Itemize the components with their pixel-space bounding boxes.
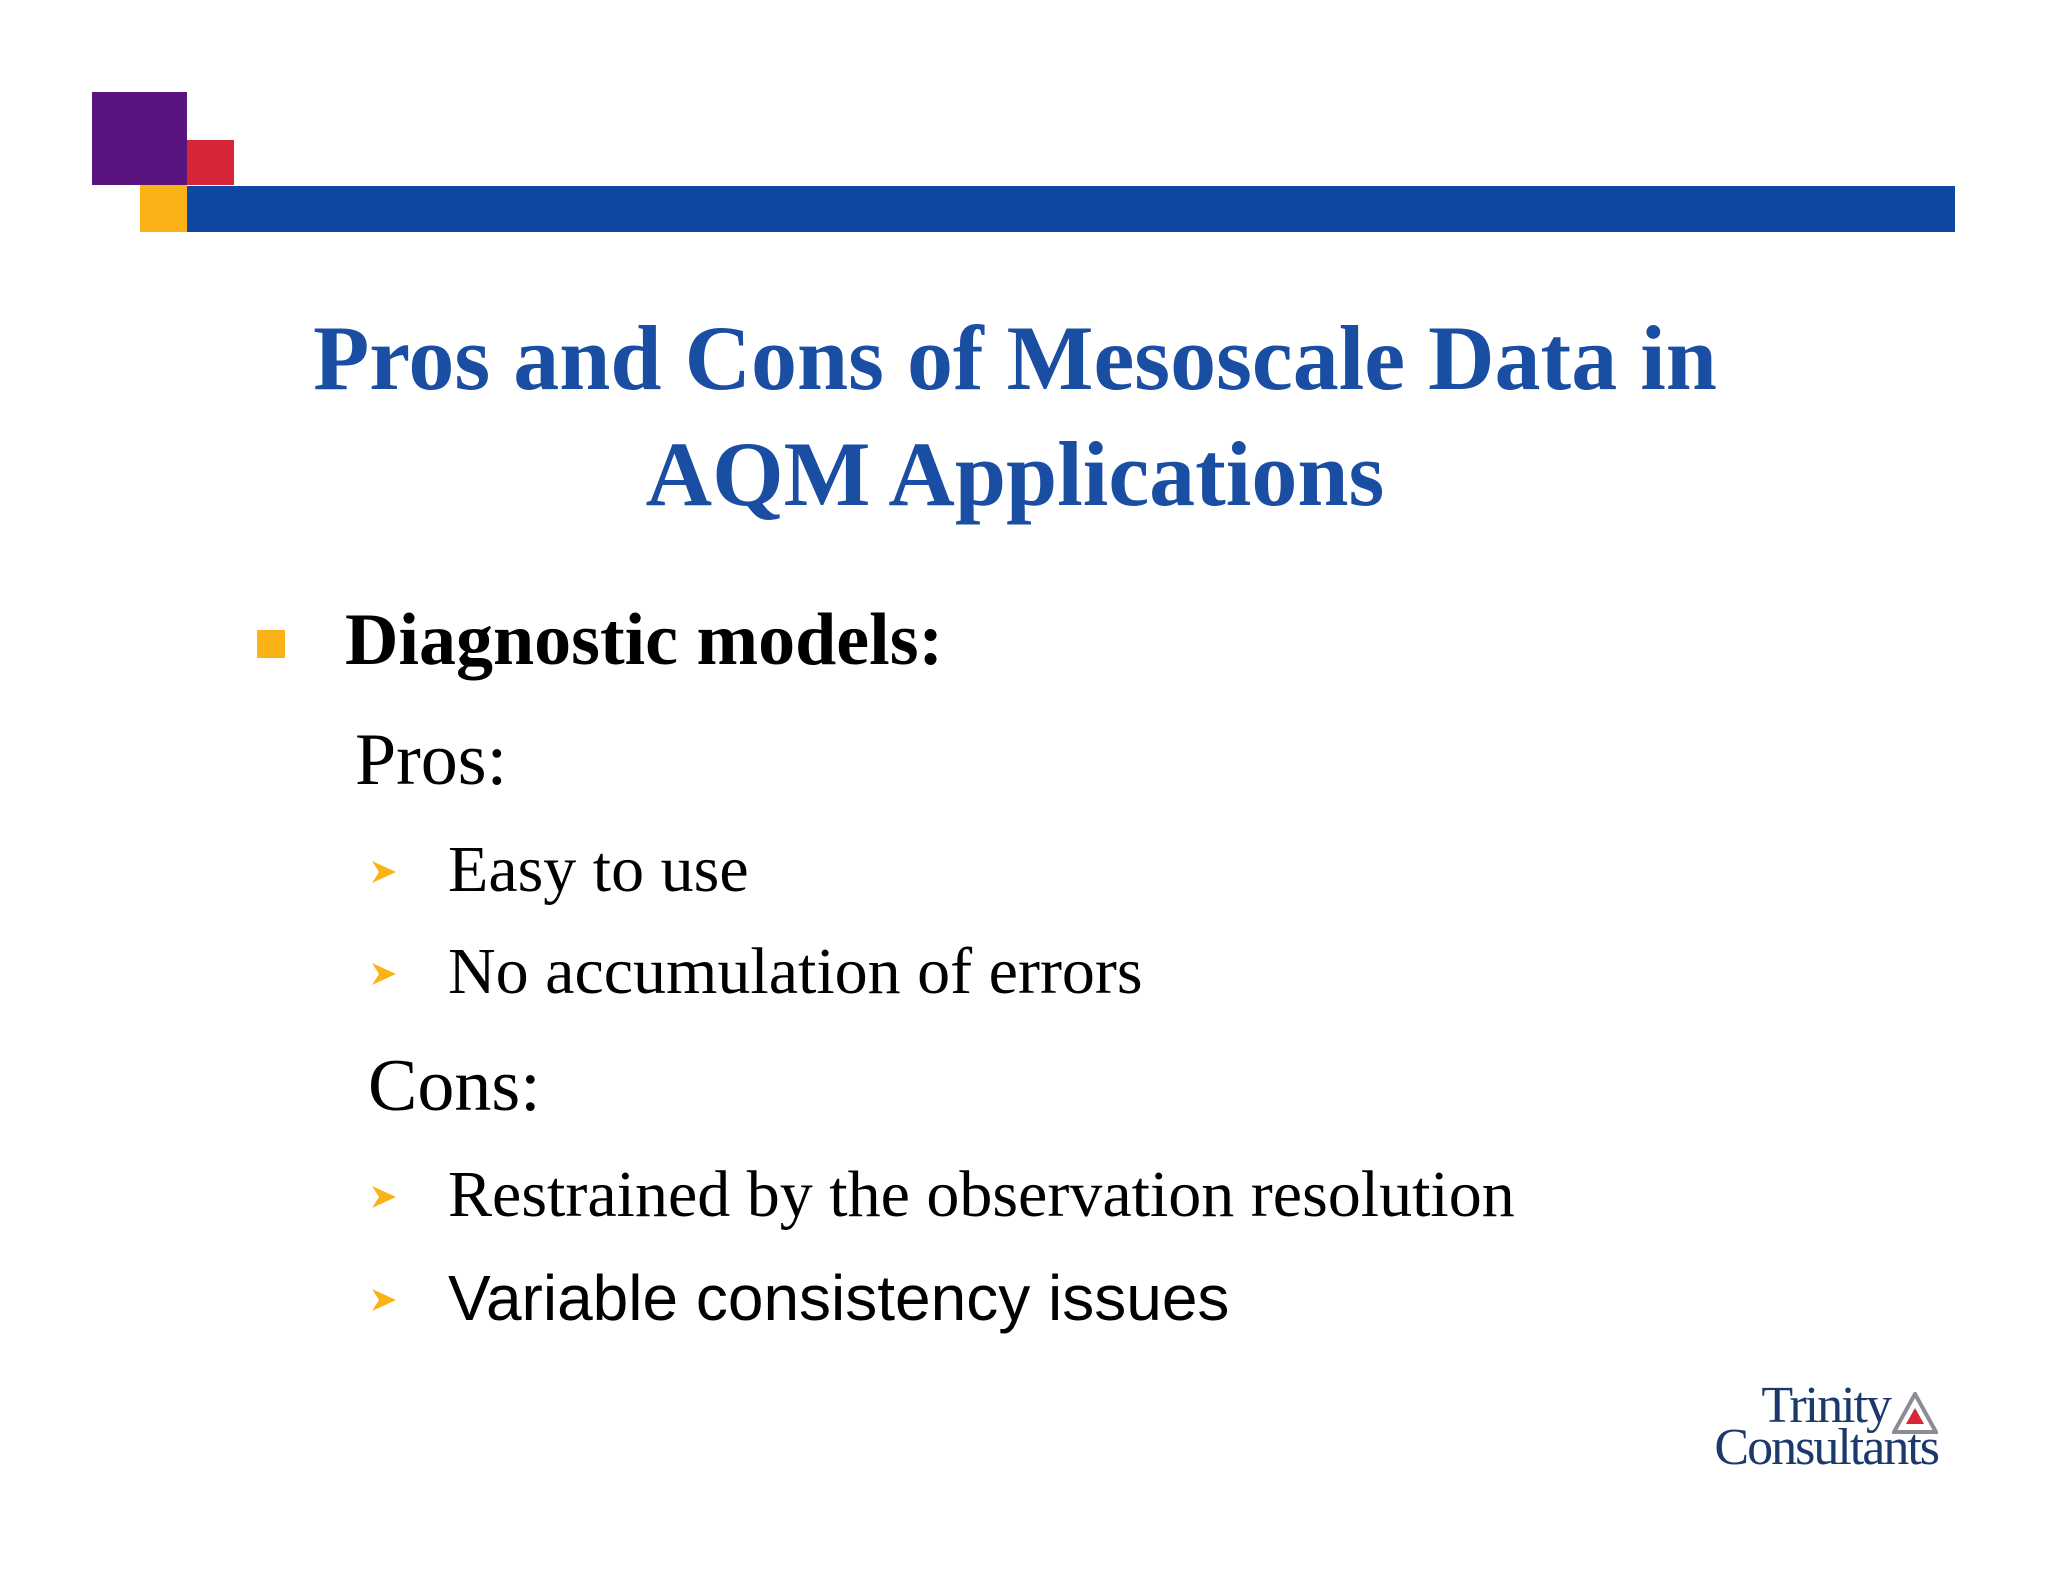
arrowhead-bullet-icon <box>370 858 398 886</box>
section-heading: Diagnostic models: <box>345 599 944 681</box>
slide-title-line-2: AQM Applications <box>645 423 1385 525</box>
decor-red-square <box>187 140 234 185</box>
pros-label: Pros: <box>355 719 508 801</box>
pros-item-text: Easy to use <box>448 833 749 906</box>
slide-title <box>160 300 1870 532</box>
cons-label: Cons: <box>368 1045 541 1127</box>
square-bullet-icon <box>257 630 285 658</box>
logo-line-1: Trinity <box>1761 1377 1890 1434</box>
decor-purple-square <box>92 92 187 185</box>
cons-item-text: Variable consistency issues <box>448 1262 1230 1334</box>
arrowhead-bullet-icon <box>370 960 398 988</box>
company-logo <box>1670 1378 1950 1488</box>
arrowhead-bullet-icon <box>370 1286 398 1314</box>
pros-item-text: No accumulation of errors <box>448 935 1143 1008</box>
slide-title-line-1: Pros and Cons of Mesoscale Data in <box>313 307 1717 409</box>
logo-line-2: Consultants <box>1714 1419 1938 1476</box>
arrowhead-bullet-icon <box>370 1183 398 1211</box>
cons-item-text: Restrained by the observation resolution <box>448 1158 1515 1231</box>
header-bar <box>187 186 1955 232</box>
decor-yellow-square <box>140 185 187 232</box>
